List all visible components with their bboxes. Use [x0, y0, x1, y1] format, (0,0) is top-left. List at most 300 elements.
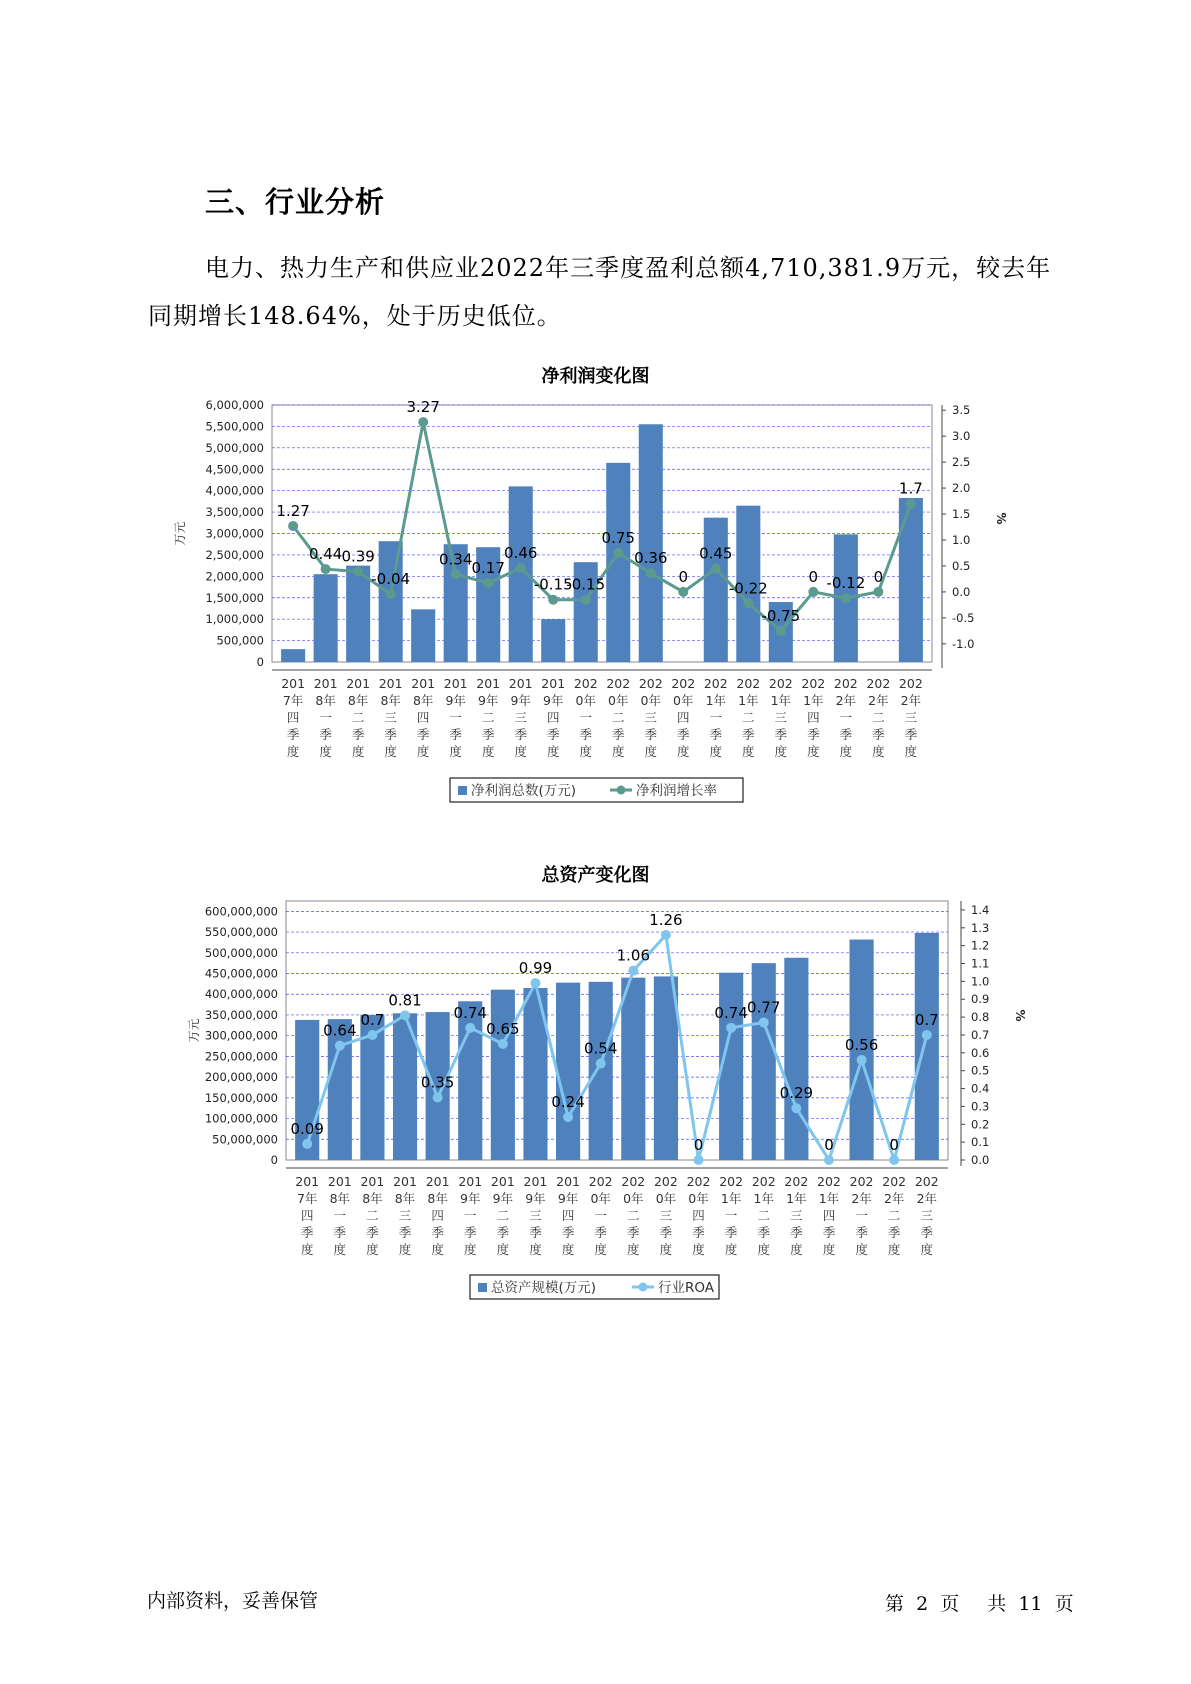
x-tick-label: 8年 — [329, 1191, 351, 1206]
x-tick-label: 202 — [898, 676, 923, 691]
x-tick-label: 1年 — [786, 1191, 807, 1206]
x-tick-label: 度 — [644, 744, 658, 759]
y-tick-label: 3,000,000 — [205, 526, 264, 541]
x-tick-label: 三 — [774, 710, 788, 725]
line-point — [776, 626, 786, 636]
y-axis-title: 万元 — [187, 1018, 201, 1043]
data-label: 0.99 — [518, 959, 553, 978]
bar — [752, 963, 776, 1160]
bar — [491, 990, 515, 1160]
data-label: 0.54 — [583, 1039, 618, 1058]
x-tick-label: 度 — [887, 1242, 901, 1257]
line-point — [353, 567, 363, 577]
x-tick-label: 季 — [611, 727, 625, 742]
x-tick-label: 二 — [366, 1208, 379, 1223]
y-tick-label: 550,000,000 — [204, 925, 278, 940]
x-tick-label: 季 — [529, 1225, 542, 1240]
y-tick-label: 150,000,000 — [204, 1090, 278, 1105]
x-tick-label: 度 — [904, 744, 918, 759]
x-tick-label: 202 — [914, 1174, 939, 1189]
y2-tick-label: 1.0 — [971, 974, 990, 989]
x-tick-label: 202 — [866, 676, 891, 691]
x-tick-label: 四 — [416, 710, 430, 725]
line-point — [808, 587, 818, 597]
data-label: 0.24 — [551, 1093, 585, 1112]
data-label: 0.34 — [438, 550, 473, 569]
line-point — [841, 593, 851, 603]
line-point — [906, 499, 916, 509]
y-tick-label: 1,000,000 — [205, 612, 264, 627]
x-tick-label: 8年 — [380, 693, 401, 708]
x-tick-label: 三 — [529, 1208, 542, 1223]
data-label: -0.22 — [728, 579, 768, 598]
data-label: 0.44 — [308, 545, 343, 564]
data-label: 1.26 — [649, 910, 683, 929]
line-point — [302, 1139, 312, 1149]
x-tick-label: 201 — [393, 1174, 417, 1189]
y-tick-label: 5,500,000 — [205, 419, 264, 434]
x-tick-label: 201 — [281, 676, 306, 691]
total-assets-chart — [0, 880, 1191, 1330]
x-tick-label: 202 — [621, 1174, 646, 1189]
x-tick-label: 二 — [887, 1208, 901, 1223]
bar — [379, 541, 403, 662]
y2-tick-label: 0.0 — [971, 1153, 990, 1167]
x-tick-label: 四 — [807, 710, 820, 725]
x-tick-label: 二 — [757, 1208, 771, 1223]
x-tick-label: 二 — [481, 710, 495, 725]
line-point — [759, 1017, 769, 1027]
x-tick-label: 9年 — [510, 693, 531, 708]
x-tick-label: 度 — [481, 744, 495, 759]
x-tick-label: 二 — [611, 710, 625, 725]
y-tick-label: 200,000,000 — [204, 1070, 278, 1085]
x-tick-label: 度 — [546, 744, 560, 759]
legend-line-marker — [617, 786, 626, 795]
x-tick-label: 季 — [366, 1225, 379, 1240]
legend-bar-label: 净利润总数(万元) — [471, 783, 577, 799]
section-title: 三、行业分析 — [205, 185, 386, 219]
data-label: 0.09 — [290, 1119, 324, 1138]
x-tick-label: 202 — [703, 676, 728, 691]
line-point — [596, 1059, 606, 1069]
page-prefix: 第 — [885, 1593, 905, 1615]
data-label: 1.7 — [898, 479, 923, 498]
x-tick-label: 季 — [872, 727, 885, 742]
y2-tick-label: 0.5 — [971, 1063, 990, 1078]
x-tick-label: 三 — [398, 1208, 412, 1223]
line-point — [694, 1155, 704, 1165]
data-label: 0.46 — [504, 544, 538, 563]
x-tick-label: 季 — [384, 727, 397, 742]
y2-tick-label: 0.0 — [952, 584, 971, 599]
x-tick-label: 8年 — [315, 693, 336, 708]
x-tick-label: 季 — [692, 1225, 705, 1240]
x-tick-label: 度 — [594, 1242, 607, 1257]
x-tick-label: 1年 — [818, 1191, 840, 1206]
data-label: 0.35 — [420, 1073, 455, 1092]
x-tick-label: 8年 — [362, 1191, 383, 1206]
x-tick-label: 202 — [801, 676, 826, 691]
x-tick-label: 季 — [463, 1225, 477, 1240]
bar — [589, 982, 613, 1160]
x-tick-label: 8年 — [412, 693, 434, 708]
data-label: -0.75 — [761, 606, 801, 625]
x-tick-label: 201 — [360, 1174, 385, 1189]
y-tick-label: 450,000,000 — [204, 966, 278, 981]
line-point — [726, 1023, 736, 1033]
x-tick-label: 201 — [378, 676, 403, 691]
x-tick-label: 季 — [790, 1225, 803, 1240]
x-tick-label: 度 — [579, 744, 593, 759]
x-tick-label: 季 — [757, 1225, 771, 1240]
x-tick-label: 2年 — [883, 1191, 905, 1206]
line-point — [548, 595, 558, 605]
line-point — [288, 521, 298, 531]
x-tick-label: 0年 — [673, 693, 694, 708]
x-tick-label: 季 — [709, 727, 723, 742]
line-point — [321, 564, 331, 574]
x-tick-label: 三 — [514, 710, 527, 725]
x-tick-label: 度 — [319, 744, 332, 759]
page-number: 2 — [916, 1593, 929, 1615]
line-point — [530, 978, 540, 988]
y2-tick-label: 0.6 — [971, 1045, 990, 1060]
x-tick-label: 季 — [496, 1225, 510, 1240]
x-tick-label: 9年 — [525, 1191, 546, 1206]
x-tick-label: 季 — [319, 727, 332, 742]
y-tick-label: 500,000 — [216, 633, 264, 648]
x-tick-label: 2年 — [835, 693, 857, 708]
y-tick-label: 500,000,000 — [204, 945, 278, 960]
y-tick-label: 0 — [256, 655, 264, 669]
line-point — [367, 1030, 377, 1040]
x-tick-label: 三 — [644, 710, 658, 725]
x-tick-label: 四 — [300, 1208, 314, 1223]
bar — [411, 609, 435, 662]
data-label: 0.56 — [844, 1035, 879, 1054]
x-tick-label: 一 — [855, 1208, 868, 1223]
y-tick-label: 50,000,000 — [212, 1132, 278, 1147]
x-tick-label: 1年 — [705, 693, 727, 708]
x-tick-label: 201 — [411, 676, 436, 691]
x-tick-label: 9年 — [492, 1191, 514, 1206]
chart1-title: 净利润变化图 — [541, 366, 650, 387]
x-tick-label: 二 — [742, 710, 755, 725]
x-tick-label: 度 — [692, 1242, 705, 1257]
x-tick-label: 202 — [768, 676, 793, 691]
data-label: 0.29 — [779, 1084, 814, 1103]
x-tick-label: 202 — [638, 676, 663, 691]
data-label: 0.74 — [453, 1003, 487, 1022]
x-tick-label: 度 — [496, 1242, 510, 1257]
x-tick-label: 二 — [351, 710, 365, 725]
x-tick-label: 0年 — [640, 693, 661, 708]
x-tick-label: 度 — [611, 744, 625, 759]
chart2-title: 总资产变化图 — [541, 865, 650, 886]
footer-page-info — [885, 1589, 1074, 1616]
x-tick-label: 一 — [579, 710, 593, 725]
x-tick-label: 201 — [425, 1174, 450, 1189]
y-axis-title: 万元 — [173, 521, 187, 546]
x-tick-label: 度 — [872, 744, 885, 759]
y2-tick-label: 0.5 — [952, 558, 971, 573]
x-tick-label: 度 — [286, 744, 300, 759]
total-prefix: 共 — [987, 1593, 1007, 1615]
y2-tick-label: 2.0 — [952, 481, 971, 496]
data-label: 0.7 — [360, 1010, 385, 1029]
x-tick-label: 202 — [606, 676, 631, 691]
bar — [704, 518, 728, 662]
x-tick-label: 度 — [822, 1242, 836, 1257]
x-tick-label: 季 — [677, 727, 690, 742]
x-tick-label: 三 — [790, 1208, 803, 1223]
data-label: 0.74 — [714, 1003, 748, 1022]
bar — [328, 1019, 352, 1160]
y2-tick-label: 0.9 — [971, 992, 990, 1007]
x-tick-label: 9年 — [557, 1191, 579, 1206]
x-tick-label: 度 — [677, 744, 690, 759]
y-tick-label: 400,000,000 — [204, 987, 278, 1002]
x-tick-label: 9年 — [445, 693, 466, 708]
x-tick-label: 1年 — [753, 1191, 774, 1206]
x-tick-label: 季 — [481, 727, 495, 742]
legend-bar-swatch — [458, 786, 467, 795]
line-point — [516, 563, 526, 573]
x-tick-label: 季 — [627, 1225, 640, 1240]
data-label: 0.7 — [914, 1010, 939, 1029]
x-tick-label: 2年 — [868, 693, 889, 708]
x-tick-label: 季 — [594, 1225, 607, 1240]
x-tick-label: 度 — [561, 1242, 575, 1257]
x-tick-label: 0年 — [608, 693, 629, 708]
y2-tick-label: -0.5 — [952, 610, 975, 625]
line-point — [646, 568, 656, 578]
x-tick-label: 度 — [807, 744, 820, 759]
line-point — [433, 1092, 443, 1102]
x-tick-label: 季 — [822, 1225, 836, 1240]
y-tick-label: 2,000,000 — [205, 569, 264, 584]
x-tick-label: 三 — [659, 1208, 673, 1223]
x-tick-label: 度 — [742, 744, 755, 759]
x-tick-label: 二 — [496, 1208, 510, 1223]
x-tick-label: 度 — [724, 1242, 738, 1257]
x-tick-label: 度 — [431, 1242, 444, 1257]
x-tick-label: 一 — [319, 710, 332, 725]
x-tick-label: 8年 — [347, 693, 369, 708]
y2-axis-title: % — [994, 512, 1008, 525]
x-tick-label: 0年 — [590, 1191, 611, 1206]
x-tick-label: 季 — [333, 1225, 347, 1240]
y-tick-label: 250,000,000 — [204, 1049, 278, 1064]
x-tick-label: 度 — [449, 744, 462, 759]
bar — [784, 958, 808, 1160]
x-tick-label: 201 — [295, 1174, 320, 1189]
y2-tick-label: 2.5 — [952, 455, 971, 470]
x-tick-label: 四 — [822, 1208, 836, 1223]
x-tick-label: 季 — [774, 727, 788, 742]
x-tick-label: 季 — [807, 727, 820, 742]
x-tick-label: 202 — [849, 1174, 874, 1189]
line-point — [678, 587, 688, 597]
x-tick-label: 一 — [463, 1208, 477, 1223]
bar — [541, 619, 565, 662]
x-tick-label: 9年 — [543, 693, 564, 708]
data-label: 0 — [693, 1136, 704, 1154]
x-tick-label: 一 — [449, 710, 462, 725]
line-point — [873, 587, 883, 597]
y2-tick-label: 0.1 — [971, 1135, 990, 1150]
x-tick-label: 季 — [855, 1225, 868, 1240]
x-tick-label: 二 — [872, 710, 885, 725]
y-tick-label: 300,000,000 — [204, 1028, 278, 1043]
x-tick-label: 度 — [790, 1242, 803, 1257]
y2-tick-label: -1.0 — [952, 636, 975, 651]
total-pages: 11 — [1018, 1593, 1043, 1615]
line-point — [465, 1023, 475, 1033]
x-tick-label: 201 — [458, 1174, 483, 1189]
y2-tick-label: 0.3 — [971, 1099, 990, 1114]
y2-tick-label: 0.4 — [971, 1081, 990, 1096]
y-tick-label: 350,000,000 — [204, 1007, 278, 1022]
x-tick-label: 0年 — [575, 693, 596, 708]
y2-tick-label: 0.2 — [971, 1117, 990, 1132]
y-tick-label: 100,000,000 — [204, 1111, 278, 1126]
x-tick-label: 度 — [398, 1242, 412, 1257]
x-tick-label: 202 — [817, 1174, 841, 1189]
x-tick-label: 202 — [573, 676, 598, 691]
x-tick-label: 1年 — [738, 693, 759, 708]
y-tick-label: 3,500,000 — [205, 505, 264, 520]
x-tick-label: 201 — [327, 1174, 352, 1189]
x-tick-label: 0年 — [655, 1191, 677, 1206]
line-point — [743, 598, 753, 608]
y-tick-label: 1,500,000 — [205, 590, 264, 605]
x-tick-label: 四 — [546, 710, 560, 725]
line-point — [922, 1030, 932, 1040]
x-tick-label: 度 — [839, 744, 853, 759]
x-tick-label: 202 — [784, 1174, 809, 1189]
x-tick-label: 9年 — [460, 1191, 481, 1206]
data-label: 0 — [678, 567, 689, 586]
y2-tick-label: 1.5 — [952, 507, 971, 522]
x-tick-label: 季 — [416, 727, 430, 742]
bar — [281, 649, 305, 662]
x-tick-label: 201 — [346, 676, 371, 691]
data-label: 0.39 — [341, 547, 375, 566]
x-tick-label: 度 — [659, 1242, 673, 1257]
y2-tick-label: 3.0 — [952, 429, 971, 444]
x-tick-label: 度 — [463, 1242, 477, 1257]
x-tick-label: 季 — [514, 727, 527, 742]
bar — [556, 983, 580, 1160]
x-tick-label: 季 — [579, 727, 593, 742]
line-point — [451, 569, 461, 579]
x-tick-label: 度 — [627, 1242, 640, 1257]
x-tick-label: 8年 — [394, 1191, 416, 1206]
line-point — [563, 1112, 573, 1122]
x-tick-label: 季 — [300, 1225, 314, 1240]
x-tick-label: 季 — [398, 1225, 412, 1240]
x-tick-label: 度 — [709, 744, 723, 759]
y2-axis-title: % — [1013, 1009, 1027, 1022]
data-label: 0.36 — [634, 549, 668, 568]
line-point — [791, 1103, 801, 1113]
y2-tick-label: 3.5 — [952, 403, 971, 418]
data-label: 0 — [808, 567, 819, 586]
total-unit: 页 — [1054, 1593, 1074, 1615]
analysis-paragraph: 电力、热力生产和供应业2022年三季度盈利总额4,710,381.9万元，较去年同期增长148.64%，处于历史低位。 — [148, 254, 1052, 330]
x-tick-label: 1年 — [720, 1191, 742, 1206]
line-point — [889, 1155, 899, 1165]
bar — [654, 976, 678, 1160]
y-tick-label: 4,000,000 — [205, 483, 264, 498]
x-tick-label: 季 — [431, 1225, 444, 1240]
data-label: 0.75 — [601, 528, 635, 547]
line-point — [824, 1155, 834, 1165]
x-tick-label: 季 — [449, 727, 462, 742]
x-tick-label: 201 — [313, 676, 338, 691]
x-tick-label: 四 — [431, 1208, 444, 1223]
x-tick-label: 度 — [920, 1242, 934, 1257]
line-point — [400, 1010, 410, 1020]
x-tick-label: 一 — [839, 710, 853, 725]
x-tick-label: 一 — [709, 710, 723, 725]
x-tick-label: 度 — [300, 1242, 314, 1257]
line-point — [661, 930, 671, 940]
legend-bar-label: 总资产规模(万元) — [491, 1280, 597, 1296]
x-tick-label: 度 — [529, 1242, 542, 1257]
bar — [915, 933, 939, 1160]
page-unit: 页 — [940, 1593, 960, 1615]
data-label: 3.27 — [406, 398, 440, 417]
line-point — [483, 578, 493, 588]
x-tick-label: 季 — [286, 727, 300, 742]
x-tick-label: 四 — [692, 1208, 705, 1223]
legend-line-label: 净利润增长率 — [636, 783, 717, 799]
x-tick-label: 季 — [839, 727, 853, 742]
bar — [606, 463, 630, 662]
x-tick-label: 2年 — [900, 693, 922, 708]
footer-confidential: 内部资料，妥善保管 — [147, 1590, 319, 1612]
x-tick-label: 季 — [546, 727, 560, 742]
x-tick-label: 度 — [774, 744, 788, 759]
y-tick-label: 2,500,000 — [205, 547, 264, 562]
line-point — [498, 1039, 508, 1049]
x-tick-label: 度 — [351, 744, 365, 759]
x-tick-label: 202 — [833, 676, 858, 691]
x-tick-label: 201 — [541, 676, 566, 691]
x-tick-label: 2年 — [851, 1191, 872, 1206]
line-point — [857, 1055, 867, 1065]
data-label: 0 — [824, 1136, 834, 1154]
x-tick-label: 季 — [887, 1225, 901, 1240]
x-tick-label: 一 — [333, 1208, 347, 1223]
x-tick-label: 8年 — [427, 1191, 448, 1206]
line-point — [628, 966, 638, 976]
legend-line-label: 行业ROA — [658, 1280, 715, 1296]
data-label: 0.65 — [486, 1019, 520, 1038]
x-tick-label: 9年 — [477, 693, 499, 708]
x-tick-label: 0年 — [623, 1191, 644, 1206]
x-tick-label: 0年 — [688, 1191, 709, 1206]
data-label: -0.15 — [533, 575, 573, 594]
bar — [314, 574, 338, 662]
x-tick-label: 202 — [588, 1174, 613, 1189]
y2-tick-label: 1.2 — [971, 938, 990, 953]
line-point — [711, 564, 721, 574]
x-tick-label: 度 — [416, 744, 430, 759]
